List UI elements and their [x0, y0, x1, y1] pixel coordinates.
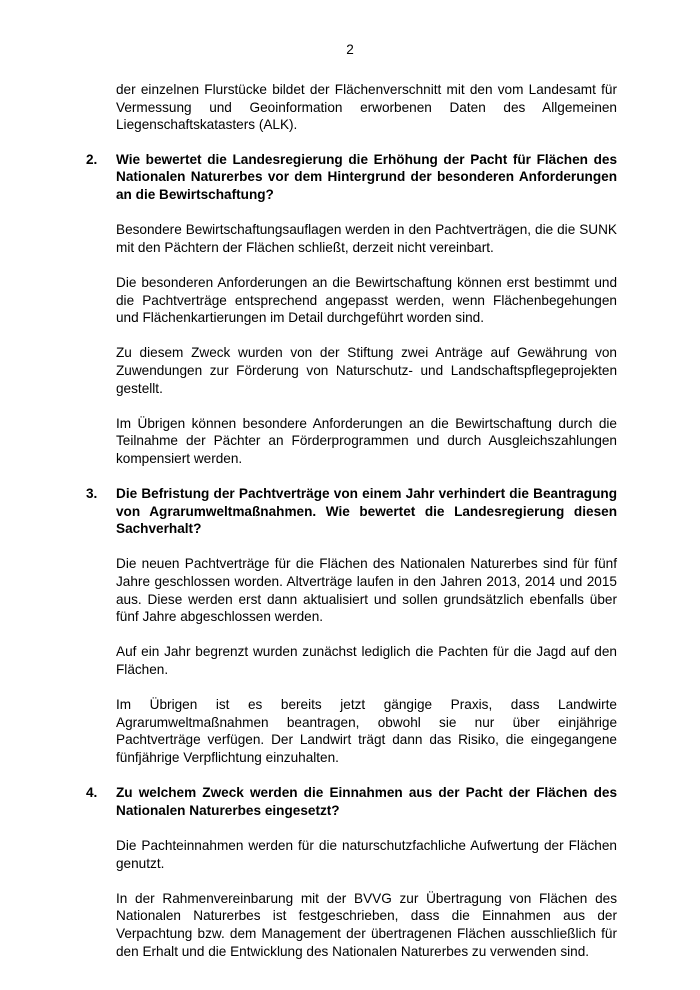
- question-number: 3.: [86, 486, 98, 502]
- answer-paragraph: Zu diesem Zweck wurden von der Stiftung zwei Anträge auf Gewährung von Zuwendungen zur Förderung von Naturschutz- und Landschaftspflegeprojekten gestellt.: [116, 345, 617, 396]
- question-text: Zu welchem Zweck werden die Einnahmen aus der Pacht der Flächen des Nationalen Naturerbes eingesetzt?: [116, 785, 617, 818]
- section-2: [86, 151, 617, 468]
- page-number: 2: [346, 42, 354, 57]
- question-number: 4.: [86, 785, 98, 801]
- question-4: [86, 784, 617, 819]
- question-2: [86, 151, 617, 204]
- answer-paragraph: Die besonderen Anforderungen an die Bewirtschaftung können erst bestimmt und die Pachtverträge entsprechend angepasst werden, wenn Flächenbegehungen und Flächenkartierungen im Detail durchgeführt worden sind.: [116, 274, 617, 326]
- answer-paragraph: Im Übrigen ist es bereits jetzt gängige Praxis, dass Landwirte Agrarumweltmaßnahmen beantragen, obwohl sie nur über einjährige Pachtverträge verfügen. Der Landwirt trägt dann das Risiko, die eingegangene fünfjährige Verpflichtung einzuhalten.: [116, 697, 617, 765]
- section-4: [86, 784, 617, 960]
- question-text: Wie bewertet die Landesregierung die Erhöhung der Pacht für Flächen des Nationalen Naturerbes vor dem Hintergrund der besonderen Anforderungen an die Bewirtschaftung?: [116, 151, 617, 202]
- question-text: Die Befristung der Pachtverträge von einem Jahr verhindert die Beantragung von Agrarumweltmaßnahmen. Wie bewertet die Landesregierung diesen Sachverhalt?: [116, 486, 617, 537]
- answer-paragraph: Die Pachteinnahmen werden für die naturschutzfachliche Aufwertung der Flächen genutzt.: [116, 837, 617, 871]
- answer-paragraph: Im Übrigen können besondere Anforderungen an die Bewirtschaftung durch die Teilnahme der Pächter an Förderprogrammen und durch Ausgleichszahlungen kompensiert werden.: [116, 415, 617, 466]
- answer-paragraph: In der Rahmenvereinbarung mit der BVVG zur Übertragung von Flächen des Nationalen Naturerbes ist festgeschrieben, dass die Einnahmen aus der Verpachtung bzw. dem Management der übertragenen Flächen ausschließlich für den Erhalt und die Entwicklung des Nationalen Naturerbes zu verwenden sind.: [116, 890, 617, 959]
- document-body: [86, 81, 617, 978]
- question-number: 2.: [86, 151, 98, 167]
- intro-paragraph: der einzelnen Flurstücke bildet der Flächenverschnitt mit den vom Landesamt für Vermessung und Geoinformation erworbenen Daten des Allgemeinen Liegenschaftskatasters (ALK).: [116, 82, 617, 133]
- answer-paragraph: Auf ein Jahr begrenzt wurden zunächst lediglich die Pachten für die Jagd auf den Flächen.: [116, 644, 617, 677]
- question-3: [86, 485, 617, 538]
- answer-paragraph: Die neuen Pachtverträge für die Flächen des Nationalen Naturerbes sind für fünf Jahre geschlossen worden. Altverträge laufen in den Jahren 2013, 2014 und 2015 aus. Diese werden erst dann aktualisiert und sollen grundsätzlich ebenfalls über fünf Jahre abgeschlossen werden.: [116, 556, 617, 625]
- answer-paragraph: Besondere Bewirtschaftungsauflagen werden in den Pachtverträgen, die die SUNK mit den Pächtern der Flächen schließt, derzeit nicht vereinbart.: [116, 222, 617, 255]
- section-3: [86, 485, 617, 767]
